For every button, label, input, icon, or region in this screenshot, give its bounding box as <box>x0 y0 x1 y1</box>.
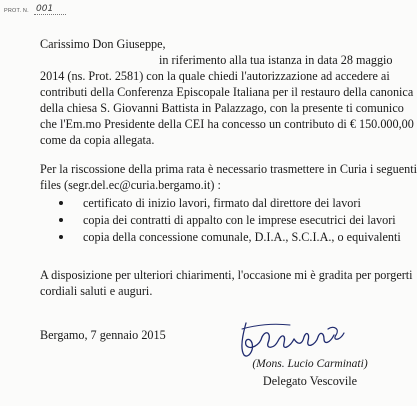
list-item: copia dei contratti di appalto con le imprese esecutrici dei lavori <box>56 212 401 229</box>
paragraph-3 <box>40 267 413 299</box>
paragraph-3-line: A disposizione per ulteriori chiarimenti, l'occasione mi è gradita per porgerti <box>40 268 413 282</box>
paragraph-1 <box>40 52 414 148</box>
paragraph-1-line: che l'Em.mo Presidente della CEI ha concesso un contributo di € 150.000,00 <box>40 117 414 131</box>
paragraph-1-line: in riferimento alla tua istanza in data 28 maggio <box>159 53 393 67</box>
list-item: copia della concessione comunale, D.I.A., S.C.I.A., o equivalenti <box>56 229 401 246</box>
paragraph-1-line: come da copia allegata. <box>40 133 155 147</box>
paragraph-2-line: Per la riscossione della prima rata è necessario trasmettere in Curia i seguenti <box>40 162 417 176</box>
requirements-list <box>56 195 401 246</box>
paragraph-1-line: 2014 (ns. Prot. 2581) con la quale chiedi l'autorizzazione ad accedere ai <box>40 69 390 83</box>
paragraph-2-line: files (segr.del.ec@curia.bergamo.it) : <box>40 178 221 192</box>
signature-block <box>205 356 415 390</box>
dateline: Bergamo, 7 gennaio 2015 <box>40 328 166 342</box>
paragraph-1-line: contributi della Conferenza Episcopale Italiana per il restauro della canonica <box>40 85 414 99</box>
protocol-label: PROT. N. <box>4 8 29 14</box>
signatory-name: (Mons. Lucio Carminati) <box>252 358 368 370</box>
protocol-number: 001 <box>36 4 54 14</box>
paragraph-1-line: della chiesa S. Giovanni Battista in Palazzago, con la presente ti comunico <box>40 101 404 115</box>
signatory-title: Delegato Vescovile <box>262 374 358 388</box>
list-item: certificato di inizio lavori, firmato dal direttore dei lavori <box>56 195 401 212</box>
paragraph-3-line: cordiali saluti e auguri. <box>40 284 153 298</box>
salutation: Carissimo Don Giuseppe, <box>40 37 166 51</box>
paragraph-2 <box>40 161 417 193</box>
protocol-underline <box>34 14 66 15</box>
